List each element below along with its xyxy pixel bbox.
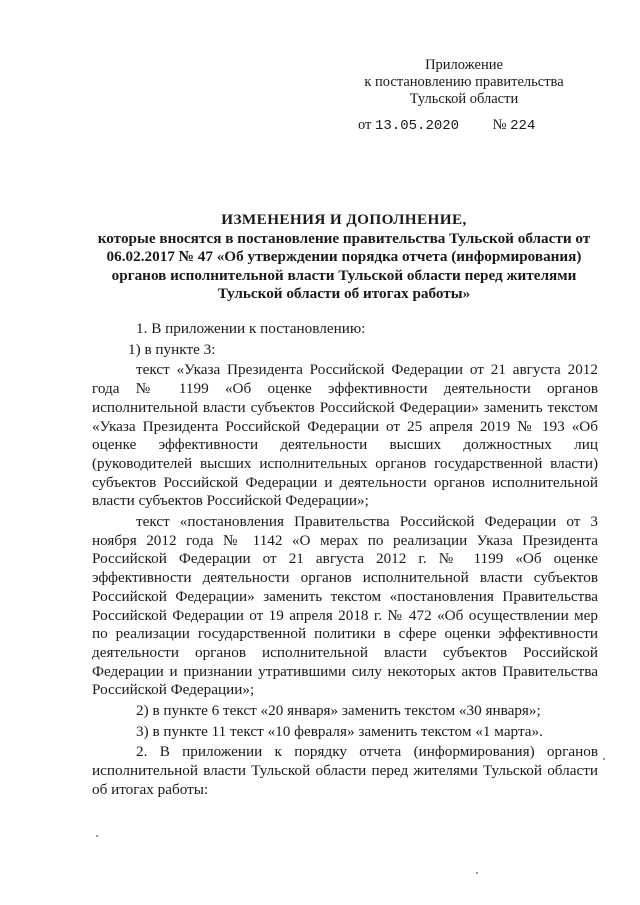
paragraph-1-2: 2) в пункте 6 текст «20 января» заменить текстом «30 января»; bbox=[136, 702, 541, 720]
annex-line-1: Приложение bbox=[425, 57, 503, 73]
paragraph-1: 1. В приложении к постановлению: bbox=[136, 320, 366, 337]
annex-line-3: Тульской области bbox=[409, 91, 519, 107]
date-number-line bbox=[358, 117, 535, 134]
paragraph-2: 2. В приложении к порядку отчета (информирования) органов исполнительной власти Тульской области перед жителями Тульской области об итогах работы: bbox=[92, 743, 598, 798]
number-label: № bbox=[492, 117, 507, 133]
annex-line-2: к постановлению правительства bbox=[364, 74, 564, 90]
scan-speck bbox=[603, 758, 605, 760]
document-number: 224 bbox=[510, 118, 536, 134]
document-heading bbox=[84, 211, 604, 304]
paragraph-1-1: 1) в пункте 3: bbox=[128, 340, 216, 358]
document-body bbox=[92, 320, 598, 800]
document-date: 13.05.2020 bbox=[375, 118, 460, 134]
heading-title: ИЗМЕНЕНИЯ И ДОПОЛНЕНИЕ, bbox=[221, 211, 467, 228]
annex-block bbox=[356, 57, 572, 108]
scan-speck bbox=[96, 835, 98, 837]
paragraph-text-replace-1: текст «Указа Президента Российской Федерации от 21 августа 2012 года № 1199 «Об оценке эффективности деятельности органов исполнительной власти субъектов Российской Федерации» заменить текстом «Указа Президента Российской Федерации от 25 апреля 2019 № 193 «Об оценке эффективности деятельности высших должностных лиц (руководителей высших исполнительных органов государственной власти) субъектов Российской Федерации и деятельности органов исполнительной власти субъектов Российской Федерации»; bbox=[92, 361, 598, 510]
heading-subtitle: которые вносятся в постановление правительства Тульской области от 06.02.2017 № 47 «Об утверждении порядка отчета (информирования) органов исполнительной власти Тульской области перед жителями Тульской области об итогах работы» bbox=[97, 229, 591, 302]
paragraph-text-replace-2: текст «постановления Правительства Российской Федерации от 3 ноября 2012 года № 1142 «О мерах по реализации Указа Президента Российской Федерации от 21 августа 2012 г. № 1199 «Об оценке эффективности деятельности органов исполнительной власти субъектов Российской Федерации» заменить текстом «постановления Правительства Российской Федерации от 19 апреля 2018 г. № 472 «Об осуществлении мер по реализации государственной политики в сфере оценки эффективности деятельности органов исполнительной власти субъектов Российской Федерации и признании утратившими силу некоторых актов Правительства Российской Федерации»; bbox=[92, 513, 598, 699]
date-label: от bbox=[358, 117, 372, 133]
scan-speck bbox=[476, 872, 478, 874]
paragraph-1-3: 3) в пункте 11 текст «10 февраля» заменить текстом «1 марта». bbox=[136, 722, 543, 740]
